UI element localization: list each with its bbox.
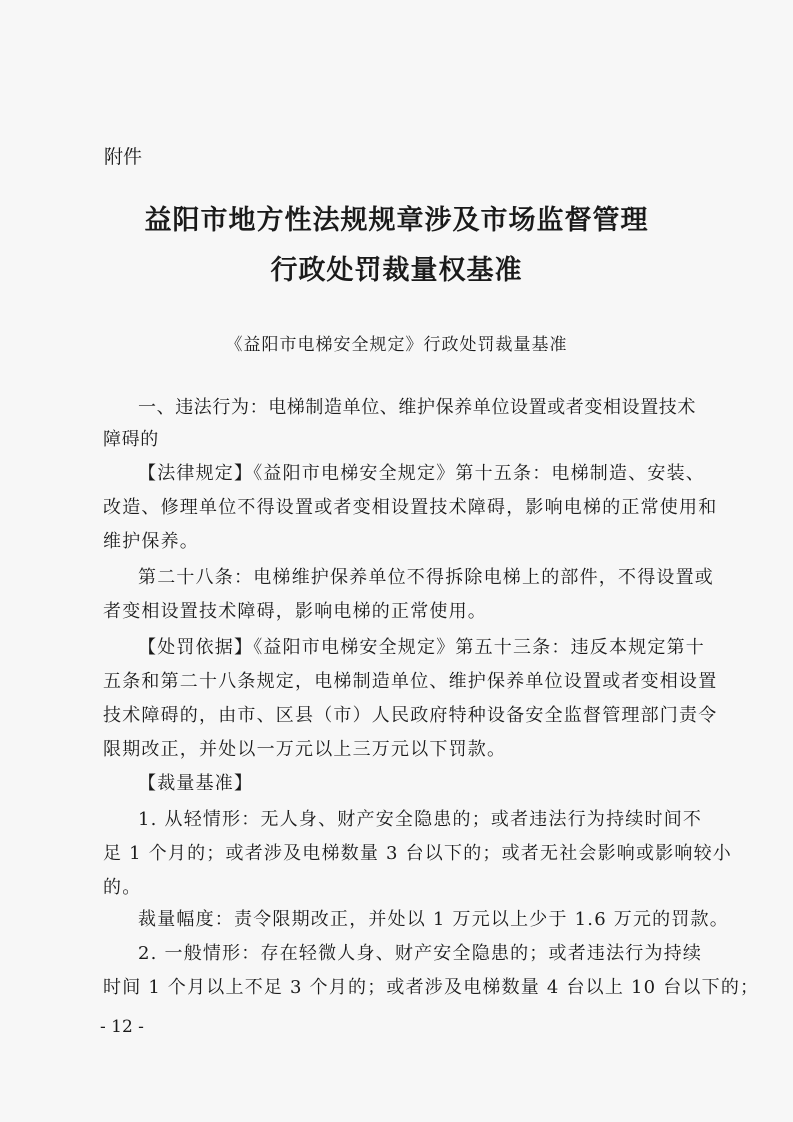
document-title-line-1: 益阳市地方性法规规章涉及市场监督管理 [144, 205, 649, 236]
penalty-basis-line: 五条和第二十八条规定，电梯制造单位、维护保养单位设置或者变相设置 [103, 671, 718, 692]
criteria-heading: 【裁量基准】 [138, 773, 254, 794]
general-case-line: 2. 一般情形：存在轻微人身、财产安全隐患的；或者违法行为持续 [138, 943, 703, 964]
penalty-basis-line: 【处罚依据】《益阳市电梯安全规定》第五十三条：违反本规定第十 [138, 637, 705, 658]
penalty-basis-line: 限期改正，并处以一万元以上三万元以下罚款。 [103, 739, 507, 760]
legal-provision-line: 改造、修理单位不得设置或者变相设置技术障碍，影响电梯的正常使用和 [103, 497, 718, 518]
section-heading-line-2: 障碍的 [103, 429, 159, 450]
mild-case-line: 1. 从轻情形：无人身、财产安全隐患的；或者违法行为持续时间不 [138, 809, 703, 830]
page-number: - 12 - [100, 1017, 144, 1037]
legal-provision-line: 维护保养。 [103, 531, 199, 552]
article-28-line: 者变相设置技术障碍，影响电梯的正常使用。 [103, 601, 487, 622]
attachment-label: 附件 [104, 146, 143, 168]
section-heading-line-1: 一、违法行为：电梯制造单位、维护保养单位设置或者变相设置技术 [138, 397, 696, 418]
document-title-line-2: 行政处罚裁量权基准 [270, 255, 523, 286]
mild-case-range: 裁量幅度：责令限期改正，并处以 1 万元以上少于 1.6 万元的罚款。 [138, 909, 729, 930]
general-case-line: 时间 1 个月以上不足 3 个月的；或者涉及电梯数量 4 台以上 10 台以下的； [103, 977, 760, 998]
article-28-line: 第二十八条：电梯维护保养单位不得拆除电梯上的部件，不得设置或 [138, 567, 714, 588]
mild-case-line: 足 1 个月的；或者涉及电梯数量 3 台以下的；或者无社会影响或影响较小 [103, 843, 732, 864]
penalty-basis-line: 技术障碍的，由市、区县（市）人民政府特种设备安全监督管理部门责令 [103, 705, 718, 726]
legal-provision-line: 【法律规定】《益阳市电梯安全规定》第十五条：电梯制造、安装、 [138, 463, 705, 484]
mild-case-line: 的。 [103, 877, 142, 898]
document-subtitle: 《益阳市电梯安全规定》行政处罚裁量基准 [225, 335, 568, 355]
